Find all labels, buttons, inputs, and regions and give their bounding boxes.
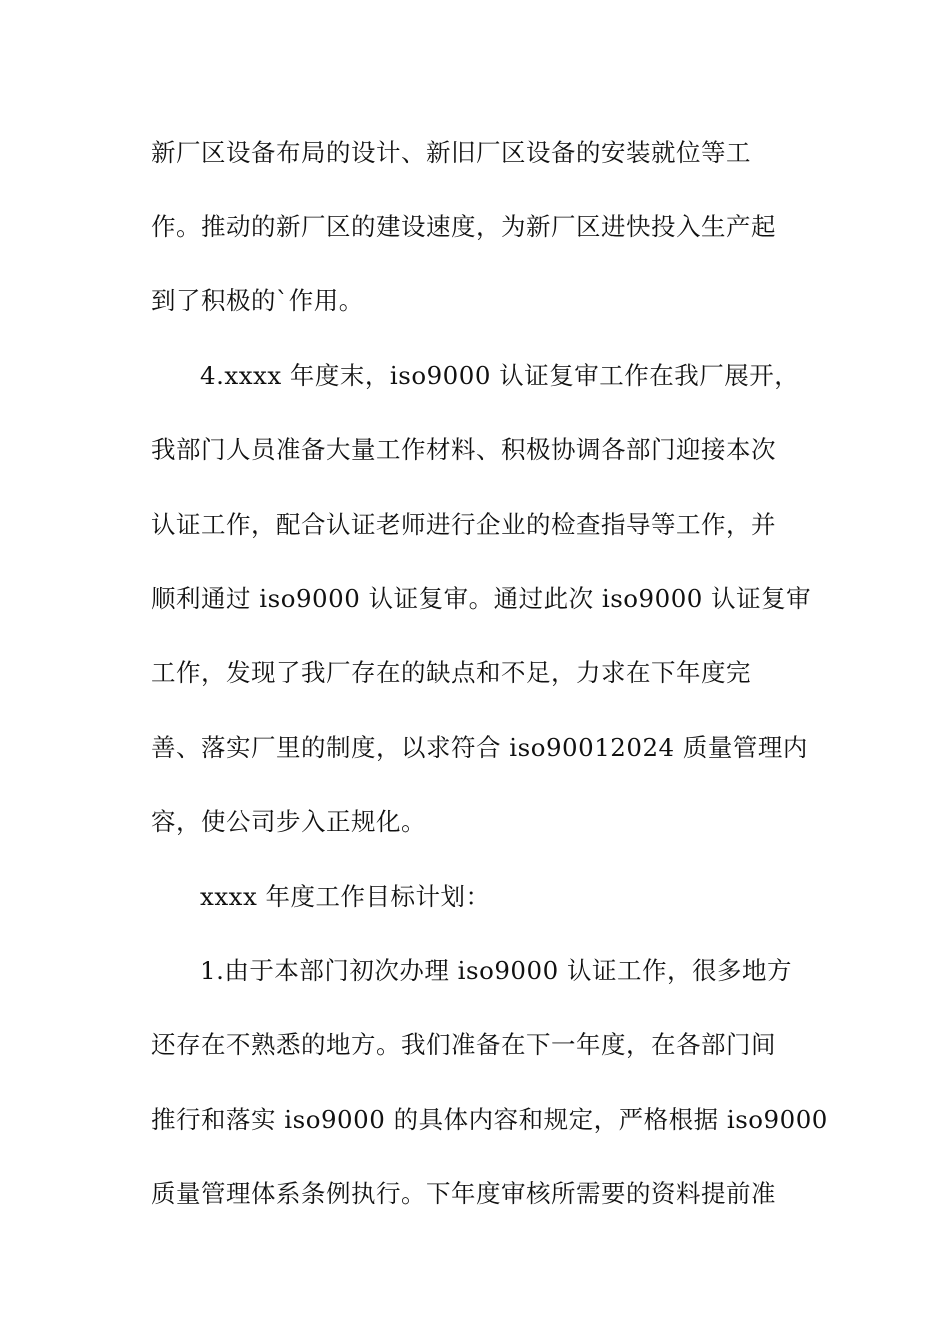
plan-item-1-start: 1.由于本部门初次办理 iso9000 认证工作，很多地方 xyxy=(200,956,792,985)
text-line-9: 善、落实厂里的制度，以求符合 iso90012024 质量管理内 xyxy=(151,733,808,762)
section-heading: xxxx 年度工作目标计划： xyxy=(200,882,491,911)
text-line-8: 工作，发现了我厂存在的缺点和不足，力求在下年度完 xyxy=(151,658,751,687)
text-line-2: 作。推动的新厂区的建设速度，为新厂区进快投入生产起 xyxy=(151,212,776,241)
text-line-15: 质量管理体系条例执行。下年度审核所需要的资料提前准 xyxy=(151,1179,776,1208)
text-line-5: 我部门人员准备大量工作材料、积极协调各部门迎接本次 xyxy=(151,435,776,464)
text-line-13: 还存在不熟悉的地方。我们准备在下一年度，在各部门间 xyxy=(151,1030,776,1059)
text-line-7: 顺利通过 iso9000 认证复审。通过此次 iso9000 认证复审 xyxy=(151,584,812,613)
text-line-3: 到了积极的`作用。 xyxy=(151,286,364,315)
text-line-1: 新厂区设备布局的设计、新旧厂区设备的安装就位等工 xyxy=(151,138,751,167)
text-line-6: 认证工作，配合认证老师进行企业的检查指导等工作，并 xyxy=(151,510,776,539)
paragraph-4-start: 4.xxxx 年度末，iso9000 认证复审工作在我厂展开， xyxy=(200,361,800,390)
text-line-14: 推行和落实 iso9000 的具体内容和规定，严格根据 iso9000 xyxy=(151,1105,828,1134)
text-line-10: 容，使公司步入正规化。 xyxy=(151,807,426,836)
